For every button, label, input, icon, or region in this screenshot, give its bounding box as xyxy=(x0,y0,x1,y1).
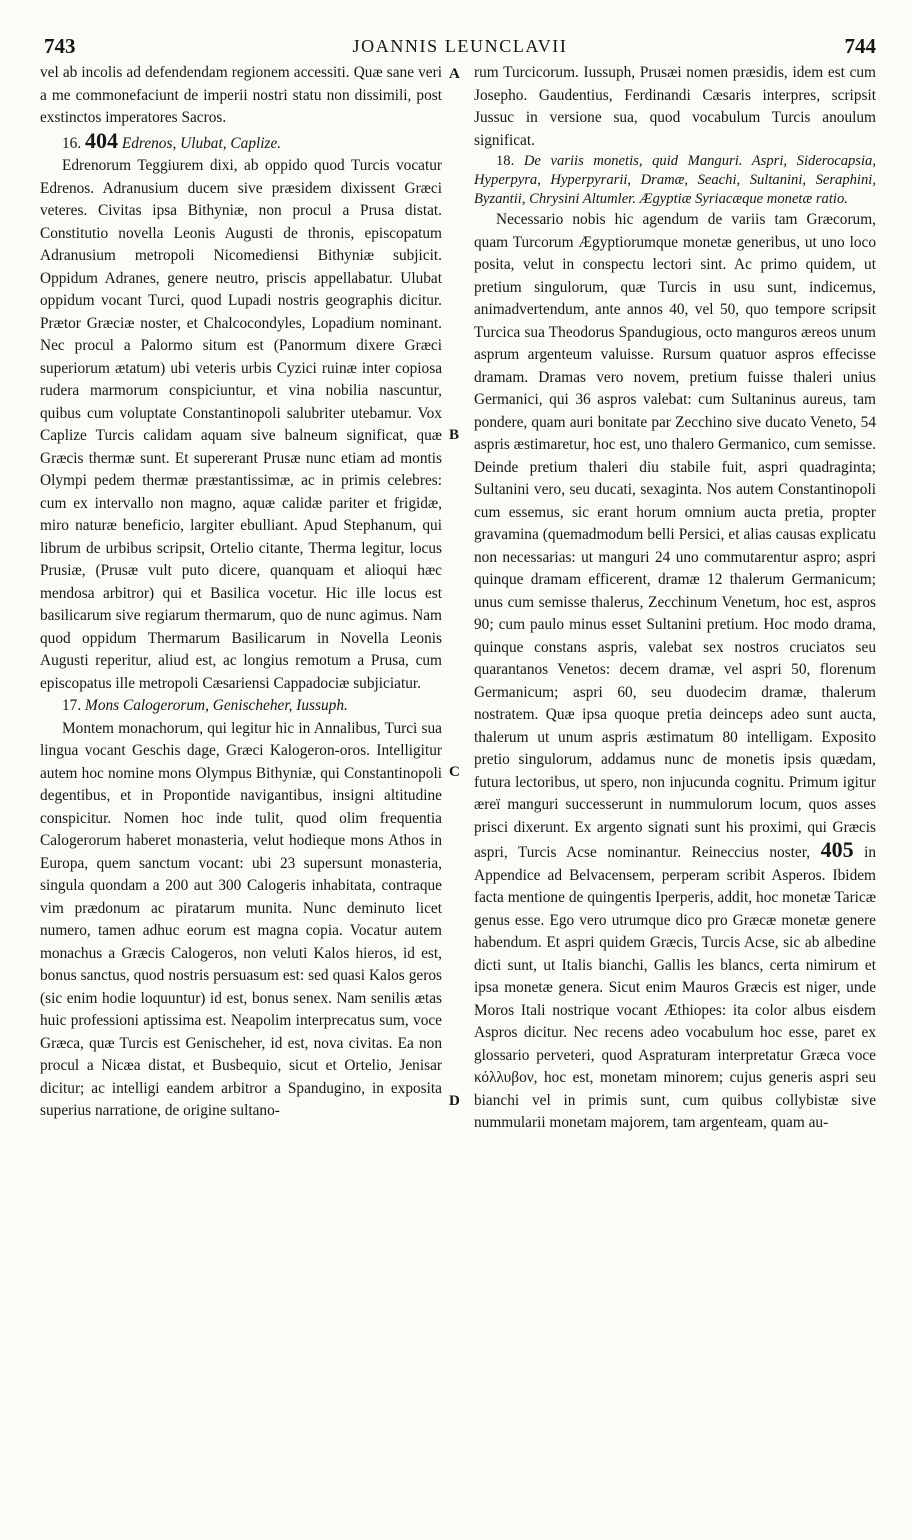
margin-marker-c: C xyxy=(449,764,460,780)
section-17-title: Mons Calogerorum, Genischeher, Iussuph. xyxy=(85,697,348,714)
section-18-text-part2: in Appendice ad Belvacensem, perperam scribit Asperos. Ibidem facta mentione de quingentis Iperperis, addit, hoc monetæ Taricæ genus esse. Ego vero utrumque dico pro Græcæ monetæ genere habendum. Et aspri quidem Græcis, Turcis Acse, sic ab albedine dicti sunt, ut Italis bianchi, Gallis les blancs, certa nimirum et ipsa monetæ genera. Sicut enim Mauros Græcis est niger, unde Moros Itali nostrique vocant Æthiopes: ita color albus eisdem Aspros dicitur. Nec recens adeo vocabulum hoc esse, paret ex glossario perveteri, quod Aspraturam interpretatur Græca voce κόλλυβον, hoc est, monetam minorem; cujus generis aspri seu bianchi vel in primis sunt, cum quibus collybistæ sive nummularii monetam majorem, tam argenteam, quam au- xyxy=(474,844,876,1131)
page-number-right: 744 xyxy=(844,34,876,58)
running-title: JOANNIS LEUNCLAVII xyxy=(352,36,568,56)
section-18-text-part1: Necessario nobis hic agendum de variis tam Græcorum, quam Turcorum Ægyptiorumque monetæ generibus, ut uno loco posita, velut in conspectu lectori sint. Ac primo quidem, ut pretium singulorum, quæ Turcis in usu sunt, indicemus, animadvertendum, ante annos 40, vel 50, quo tempore scripsit Turcica sua Theodorus Spandugious, octo manguros æreos unum asprum argenteum valuisse. Rursum quatuor aspros effecisse dramam. Dramas vero novem, pretium fuisse thaleri unius Germanici, qui 36 aspros valebat: cum Sultaninus aureus, tam pondere, quam auri bonitate par Zecchino sive ducato Veneto, 54 aspris æstimaretur, hoc est, uno thalero Germanico, cum semisse. Deinde pretium thaleri diu stabile fuit, aspri quadraginta; Sultanini vero, seu ducati, sexaginta. Nos autem Constantinopoli cum essemus, sic erant horum omnium aucta pretia, propter gravamina (quemadmodum belli Persici, et alias causas explicatu non necessarias: ut manguri 24 uno commutarentur aspro; aspri quinque dramam efficerent, dramæ 12 thalerum Germanicum; unus cum semisse thalerus, Zecchinum Venetum, hoc est, aspros 90; cum paulo minus esset Sultanini pretium. Hoc modo drama, quinque constans aspris, valebat sex nostros cruciatos seu quarantanos Venetos: decem dramæ, vel aspri 50, florenum Germanicum; aspri 60, seu duodecim dramæ, thalerum nostratem. Quæ ipsa quoque pretia deinceps adeo sunt aucta, thalerum ut unum aspris æstimatum 80 intelligam. Exposito pretio singulorum, addamus nunc de monetis ipsis quædam, futura lectoribus, ut spero, non injucunda cognitu. Primum igitur æreï manguri successerunt in nummulorum locum, quos asses prisci dixerunt. Ex argento signati sunt his proximi, qui Græcis aspri, Turcis Acse nominantur. Reineccius noster, xyxy=(474,211,876,861)
right-intro-paragraph: rum Turcicorum. Iussuph, Prusæi nomen præsidis, idem est cum Josepho. Gaudentius, Ferdinandi Cæsaris interpres, scripsit Jussuc in versione sua, quod vocabulum Turcis anoulum significat. xyxy=(474,64,876,149)
left-intro-paragraph: vel ab incolis ad defendendam regionem accessiti. Quæ sane veri a me commonefaciunt de imperii nostri statu non dissimili, post exstinctos imperatores Sacros. xyxy=(40,64,442,126)
page-reference-404: 404 xyxy=(85,127,119,153)
section-16-title: Edrenos, Ulubat, Caplize. xyxy=(121,134,282,152)
section-17-heading xyxy=(40,695,442,718)
margin-marker-b: B xyxy=(449,427,460,443)
section-18-title: De variis monetis, quid Manguri. Aspri, Siderocapsia, Hyperpyra, Hyperpyrarii, Dramæ, Seachi, Sultanini, Seraphini, Byzantii, Chrysini Altumler. Ægyptiæ Syriacæque monetæ ratio. xyxy=(474,153,876,207)
section-16-text: Edrenorum Teggiurem dixi, ab oppido quod Turcis vocatur Edrenos. Adranusium ducem sive præsidem dixissent Græci veteres. Civitas ipsa Bithyniæ, non procul a Prusa distat. Constitutio novella Leonis Augusti de thronis, episcopatum Adranusium metropoli Nicomediensi Bithyniæ subjicit. Oppidum Adranes, genere neutro, priscis appellabatur. Ulubat oppidum vocant Turci, quod Lupadi nostris geographis dicitur. Prætor Græciæ noster, et Chalcocondyles, Lopadium nominant. Nec procul a Palormo situm est (Panormum dixere Græci superiorum ætatum) ubi veteris urbis Cyzici ruinæ inter copiosa rudera marmorum conspiciuntur, et vina nobilia nascuntur, quibus cum voluptate Constantinopoli salubriter utebamur. Vox Caplize Turcis calidam aquam sive balneum significat, quæ Græcis thermæ sunt. Et supererant Prusæ nunc etiam ad montis Olympi pedem thermæ præstantissimæ, ac in primis celebres: cum ex intervallo non magno, aquæ calidæ pariter et frigidæ, miro naturæ beneficio, largiter ebulliant. Apud Stephanum, qui librum de urbibus scripsit, Ortelio citante, Therma legitur, locus Prusiæ, (Prusæ vult puto dicere, quanquam et alioqui hæc mendosa arbitror) qui et Basilica vocetur. Hic ille locus est basilicarum sive regiarum thermarum, quo de nunc agimus. Nam quod oppidum Thermarum Basilicarum in Novella Leonis Augusti reperitur, aliud est, ac longius remotum a Prusa, cum episcopatus ille metropoli Cæsariensi Cappadociæ subjiciatur. xyxy=(40,157,442,692)
left-column xyxy=(40,62,442,1123)
page-header xyxy=(44,34,876,58)
section-17-number: 17. xyxy=(62,697,82,714)
section-17-text: Montem monachorum, qui legitur hic in Annalibus, Turci sua lingua vocant Geschis dage, Græci Kalogeron-oros. Intelligitur autem hoc nomine mons Olympus Bithyniæ, qui Constantinopoli degentibus, et in Propontide navigantibus, insigni altitudine conspicitur. Nomen hoc inde tulit, quod olim frequentia Calogerorum haberet monasteria, velut hodieque mons Athos in Europa, quem sanctum vocant: ubi 23 supersunt monasteria, singula quondam a 200 aut 300 Calogeris inhabitata, contraque vim prædonum ac piratarum munita. Nunc deminuto licet numero, tamen adhuc eorum est magna copia. Vocatur autem monachus a Græcis Calogeros, non veluti Kalos hieros, id est, bonus sanctus, quod nostris persuasum est: sed quasi Kalos geros (sic enim hodie loquuntur) id est, bonus senex. Nam senilis ætas huic professioni aptissima est. Neapolim interprecatus sum, voce Græca, quæ Turcis est Genischeher, id est, nova civitas. Ea non procul a Nicæa distat, et Busbequio, sicut et Ortelio, Jenisar dicitur; ac intelligi eandem arbitror a Spandugino, in exposita superius narratione, de origine sultano- xyxy=(40,719,442,1119)
section-16-number: 16. xyxy=(62,134,82,152)
right-column xyxy=(474,62,876,1135)
margin-marker-a: A xyxy=(449,66,460,82)
page-reference-405: 405 xyxy=(820,837,854,862)
section-18-heading xyxy=(474,152,876,209)
page-number-left: 743 xyxy=(44,34,76,58)
section-16-heading xyxy=(40,127,442,156)
section-18-text xyxy=(474,209,876,1135)
margin-marker-d: D xyxy=(449,1093,460,1109)
section-18-number: 18. xyxy=(496,153,515,169)
